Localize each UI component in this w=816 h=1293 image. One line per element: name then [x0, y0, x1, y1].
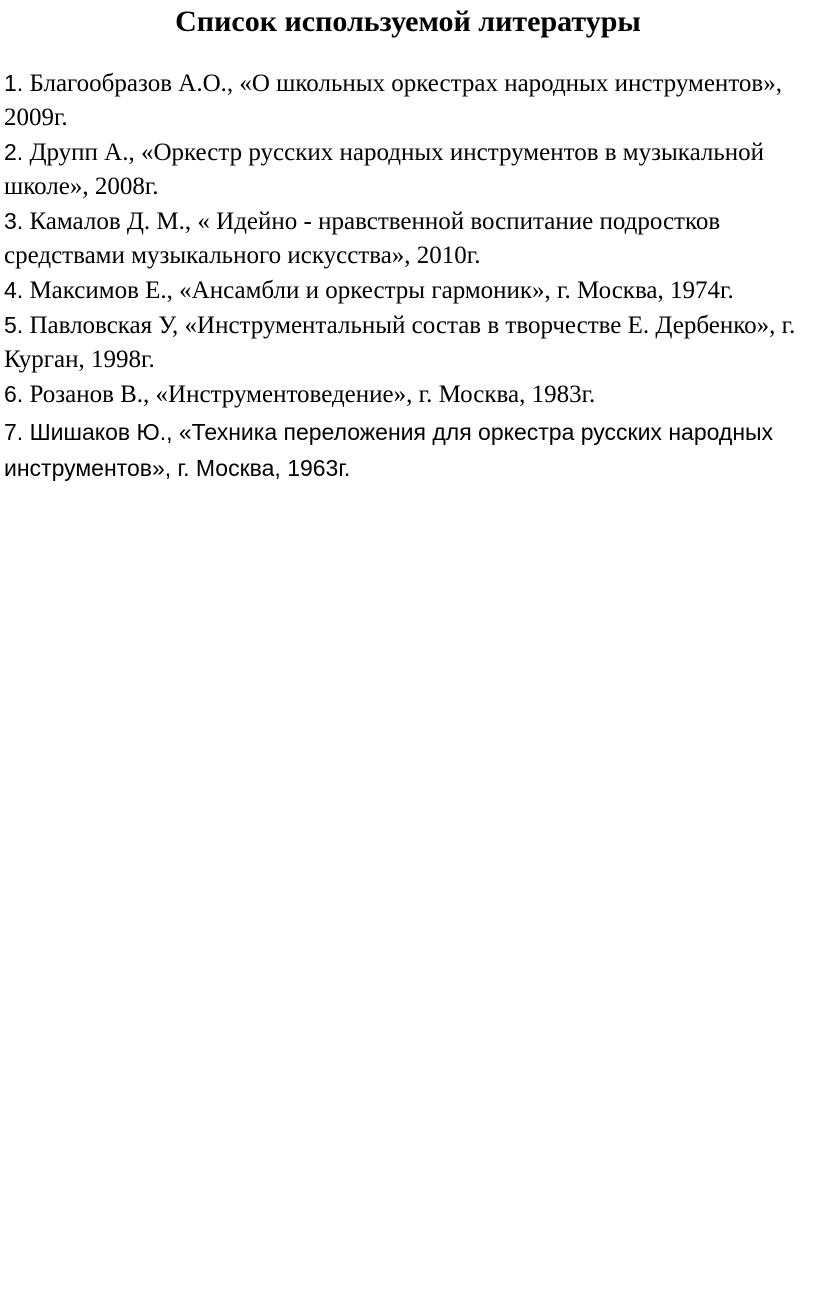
reference-number: 5. — [4, 312, 24, 338]
reference-item-6 — [4, 377, 814, 412]
reference-item-5 — [4, 308, 814, 377]
reference-item-2 — [4, 135, 814, 204]
reference-text: Друпп А., «Оркестр русских народных инструментов в музыкальной школе», 2008г. — [4, 139, 765, 200]
reference-number: 3. — [4, 208, 24, 234]
reference-item-3 — [4, 204, 814, 273]
reference-text: Камалов Д. М., « Идейно - нравственной воспитание подростков средствами музыкального искусства», 2010г. — [4, 208, 721, 269]
reference-text: Шишаков Ю., «Техника переложения для оркестра русских народных инструментов», г. Москва, 1963г. — [4, 419, 774, 481]
reference-number: 6. — [4, 381, 24, 407]
reference-list — [4, 66, 814, 486]
reference-text: Благообразов А.О., «О школьных оркестрах народных инструментов», 2009г. — [4, 70, 782, 131]
reference-item-1 — [4, 66, 814, 135]
reference-text: Розанов В., «Инструментоведение», г. Москва, 1983г. — [23, 381, 596, 408]
reference-number: 7. — [4, 419, 24, 445]
reference-number: 2. — [4, 139, 24, 165]
reference-item-4 — [4, 273, 814, 308]
reference-number: 1. — [4, 70, 24, 96]
reference-item-7 — [4, 414, 814, 486]
reference-text: Максимов Е., «Ансамбли и оркестры гармоник», г. Москва, 1974г. — [23, 277, 734, 304]
page-title: Список используемой литературы — [175, 5, 641, 38]
reference-text: Павловская У, «Инструментальный состав в творчестве Е. Дербенко», г. Курган, 1998г. — [4, 312, 796, 373]
reference-number: 4. — [4, 277, 24, 303]
